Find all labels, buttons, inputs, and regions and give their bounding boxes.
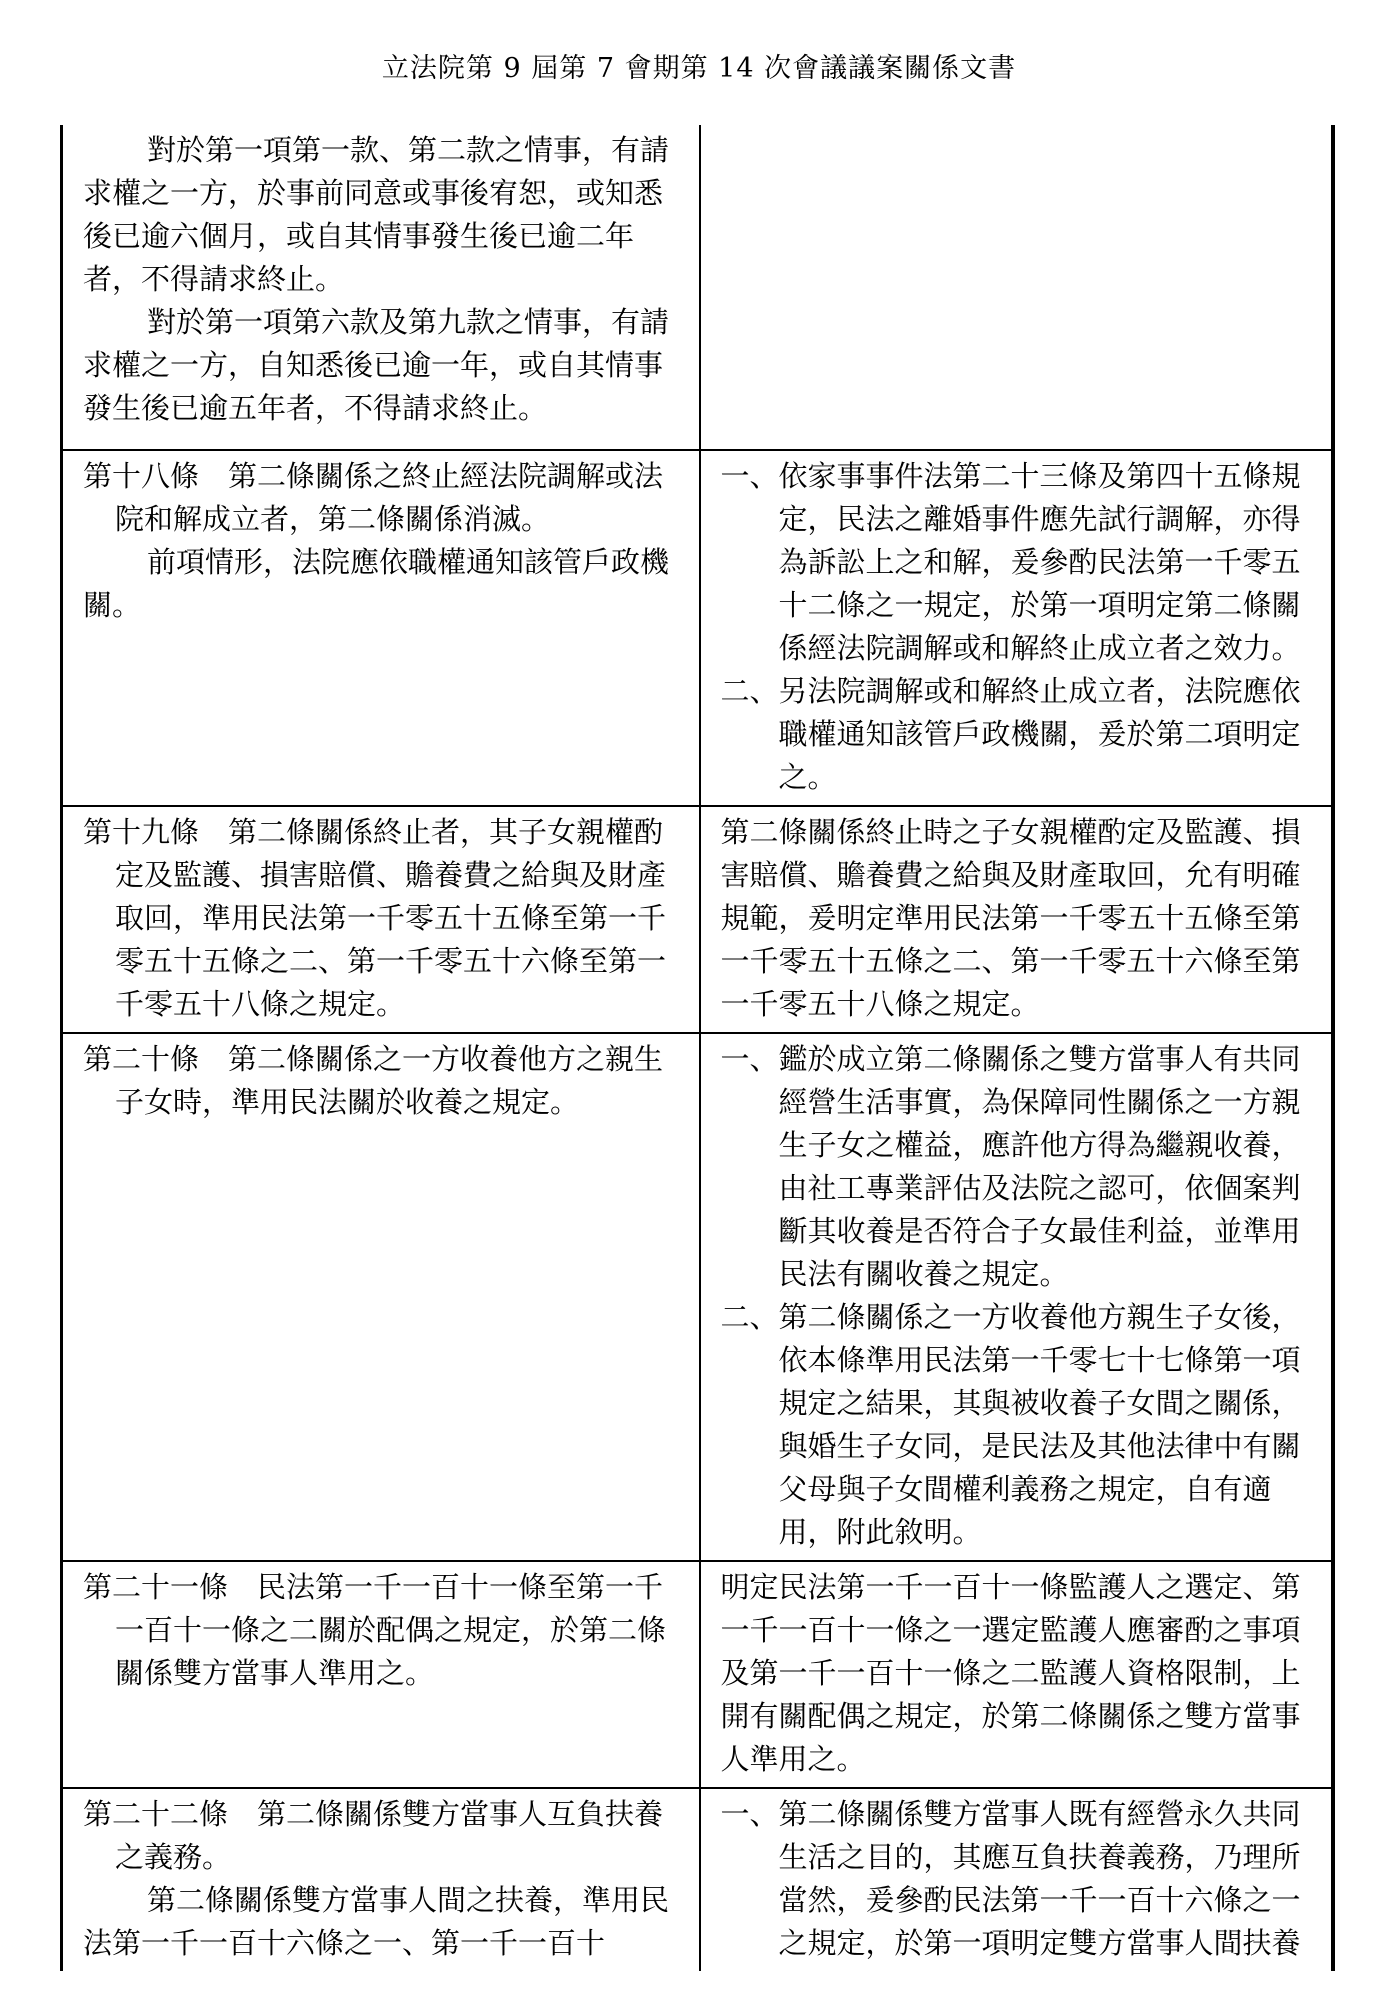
article-paragraph: 第十八條 第二條關係之終止經法院調解或法院和解成立者，第二條關係消滅。 — [83, 459, 664, 536]
article-text-cell — [62, 1788, 700, 1971]
article-paragraph: 對於第一項第六款及第九款之情事，有請求權之一方，自知悉後已逾一年，或自其情事發生後已逾五年者，不得請求終止。 — [83, 305, 670, 425]
explanation-paragraph: 二、第二條關係之一方收養他方親生子女後，依本條準用民法第一千零七十七條第一項規定之結果，其與被收養子女間之關係，與婚生子女同，是民法及其他法律中有關父母與子女間權利義務之規定，自有適用，附此敘明。 — [720, 1300, 1301, 1549]
article-text-cell — [62, 1561, 700, 1788]
page-header: 立法院第 9 屆第 7 會期第 14 次會議議案關係文書 — [381, 53, 1017, 84]
table-row — [62, 125, 1333, 450]
article-text-cell — [62, 450, 700, 806]
explanation-paragraph: 一、鑑於成立第二條關係之雙方當事人有共同經營生活事實，為保障同性關係之一方親生子女之權益，應許他方得為繼親收養，由社工專業評估及法院之認可，依個案判斷其收養是否符合子女最佳利益，並準用民法有關收養之規定。 — [720, 1042, 1301, 1291]
article-text-cell — [62, 125, 700, 450]
article-paragraph: 對於第一項第一款、第二款之情事，有請求權之一方，於事前同意或事後宥恕，或知悉後已逾六個月，或自其情事發生後已逾二年者，不得請求終止。 — [83, 133, 670, 296]
article-paragraph: 第二十一條 民法第一千一百十一條至第一千一百十一條之二關於配偶之規定，於第二條關係雙方當事人準用之。 — [83, 1570, 667, 1690]
article-paragraph: 第二十條 第二條關係之一方收養他方之親生子女時，準用民法關於收養之規定。 — [83, 1042, 664, 1119]
article-text-cell — [62, 806, 700, 1033]
explanation-paragraph: 一、依家事事件法第二十三條及第四十五條規定，民法之離婚事件應先試行調解，亦得為訴訟上之和解，爰參酌民法第一千零五十二條之一規定，於第一項明定第二條關係經法院調解或和解終止成立者之效力。 — [720, 459, 1301, 665]
article-paragraph: 第二十二條 第二條關係雙方當事人互負扶養之義務。 — [83, 1797, 664, 1874]
table-row — [62, 1033, 1333, 1561]
explanation-cell — [700, 125, 1333, 450]
table-row — [62, 450, 1333, 806]
explanation-paragraph: 明定民法第一千一百十一條監護人之選定、第一千一百十一條之一選定監護人應審酌之事項及第一千一百十一條之二監護人資格限制，上開有關配偶之規定，於第二條關係之雙方當事人準用之。 — [720, 1570, 1301, 1776]
article-text-cell — [62, 1033, 700, 1561]
explanation-cell — [700, 1561, 1333, 1788]
article-paragraph: 第二條關係雙方當事人間之扶養，準用民法第一千一百十六條之一、第一千一百十 — [83, 1883, 670, 1960]
article-paragraph: 第十九條 第二條關係終止者，其子女親權酌定及監護、損害賠償、贍養費之給與及財產取回，準用民法第一千零五十五條至第一千零五十五條之二、第一千零五十六條至第一千零五十八條之規定。 — [83, 815, 667, 1021]
explanation-paragraph: 一、第二條關係雙方當事人既有經營永久共同生活之目的，其應互負扶養義務，乃理所當然，爰參酌民法第一千一百十六條之一之規定，於第一項明定雙方當事人間扶養 — [720, 1797, 1301, 1960]
article-paragraph: 前項情形，法院應依職權通知該管戶政機關。 — [83, 545, 670, 622]
explanation-paragraph: 二、另法院調解或和解終止成立者，法院應依職權通知該管戶政機關，爰於第二項明定之。 — [720, 674, 1301, 794]
table-row — [62, 1788, 1333, 1971]
bill-comparison-table — [60, 125, 1335, 1971]
table-row — [62, 806, 1333, 1033]
table-row — [62, 1561, 1333, 1788]
explanation-cell — [700, 450, 1333, 806]
explanation-cell — [700, 1033, 1333, 1561]
explanation-paragraph: 第二條關係終止時之子女親權酌定及監護、損害賠償、贍養費之給與及財產取回，允有明確規範，爰明定準用民法第一千零五十五條至第一千零五十五條之二、第一千零五十六條至第一千零五十八條之規定。 — [720, 815, 1301, 1021]
explanation-cell — [700, 806, 1333, 1033]
explanation-cell — [700, 1788, 1333, 1971]
